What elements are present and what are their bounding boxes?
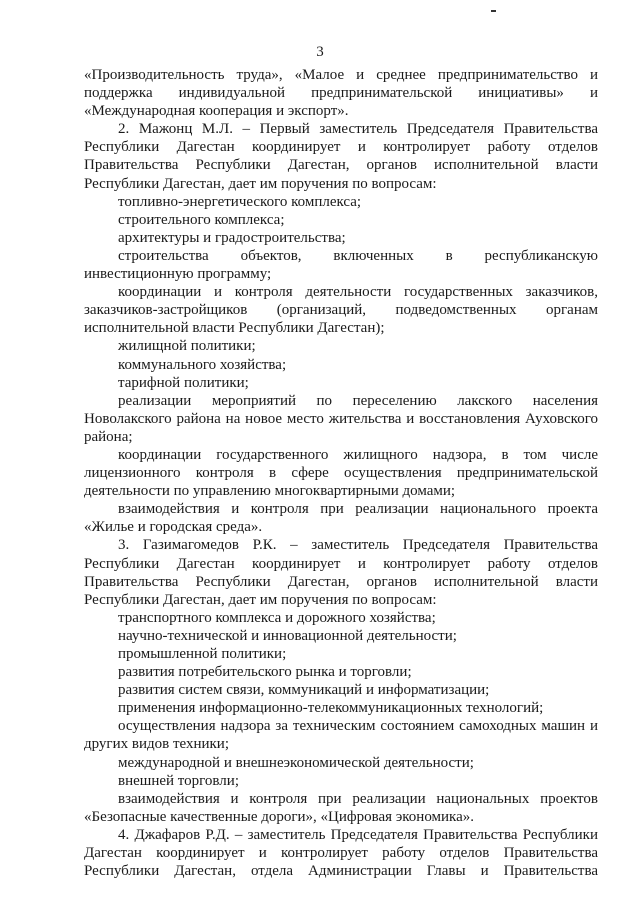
paragraph: 4. Джафаров Р.Д. – заместитель Председателя Правительства Республики Дагестан координирует и контролирует работу отделов Правительства Республики Дагестан, отдела Администрации Главы и Правительства (84, 826, 598, 880)
scan-mark (491, 10, 496, 12)
paragraph: развития систем связи, коммуникаций и информатизации; (118, 682, 490, 699)
paragraph: взаимодействия и контроля при реализации национального проекта «Жилье и городская среда». (84, 501, 598, 536)
document-body (84, 66, 598, 880)
paragraph: строительства объектов, включенных в республиканскую инвестиционную программу; (84, 247, 598, 283)
paragraph: архитектуры и градостроительства; (118, 229, 346, 246)
paragraph: промышленной политики; (118, 646, 287, 662)
paragraph: «Производительность труда», «Малое и среднее предпринимательство и поддержка индивидуальной предпринимательской инициативы» и «Международная кооперация и экспорт». (84, 67, 598, 120)
paragraph: координации и контроля деятельности государственных заказчиков, заказчиков-застройщиков (организаций, подведомственных органам исполнительной власти Республики Дагестан); (84, 284, 598, 337)
paragraph: внешней торговли; (118, 772, 239, 789)
paragraph: транспортного комплекса и дорожного хозяйства; (118, 609, 436, 626)
paragraph: взаимодействия и контроля при реализации национальных проектов «Безопасные качественные дороги», «Цифровая экономика». (84, 790, 598, 825)
paragraph: тарифной политики; (118, 374, 249, 391)
paragraph: топливно-энергетического комплекса; (118, 193, 362, 210)
paragraph: международной и внешнеэкономической деятельности; (118, 754, 474, 771)
paragraph: реализации мероприятий по переселению лакского населения Новолакского района на новое место жительства и восстановления Ауховского района; (84, 392, 598, 445)
paragraph: жилищной политики; (118, 338, 256, 355)
paragraph: строительного комплекса; (118, 211, 285, 228)
paragraph: коммунального хозяйства; (118, 356, 287, 373)
paragraph: 3. Газимагомедов Р.К. – заместитель Председателя Правительства Республики Дагестан координирует и контролирует работу отделов Правительства Республики Дагестан, органов исполнительной власти Республики Дагестан, дает им поручения по вопросам: (84, 537, 598, 608)
paragraph: осуществления надзора за техническим состоянием самоходных машин и других видов техники; (84, 718, 598, 753)
paragraph: применения информационно-телекоммуникационных технологий; (118, 700, 544, 717)
paragraph: 2. Мажонц М.Л. – Первый заместитель Председателя Правительства Республики Дагестан координирует и контролирует работу отделов Правительства Республики Дагестан, органов исполнительной власти Республики Дагестан, дает им поручения по вопросам: (84, 121, 598, 192)
page-number: 3 (316, 44, 324, 60)
paragraph: координации государственного жилищного надзора, в том числе лицензионного контроля в сфере осуществления предпринимательской деятельности по управлению многоквартирными домами; (84, 446, 598, 500)
paragraph: научно-технической и инновационной деятельности; (118, 627, 457, 644)
paragraph: развития потребительского рынка и торговли; (118, 664, 412, 681)
